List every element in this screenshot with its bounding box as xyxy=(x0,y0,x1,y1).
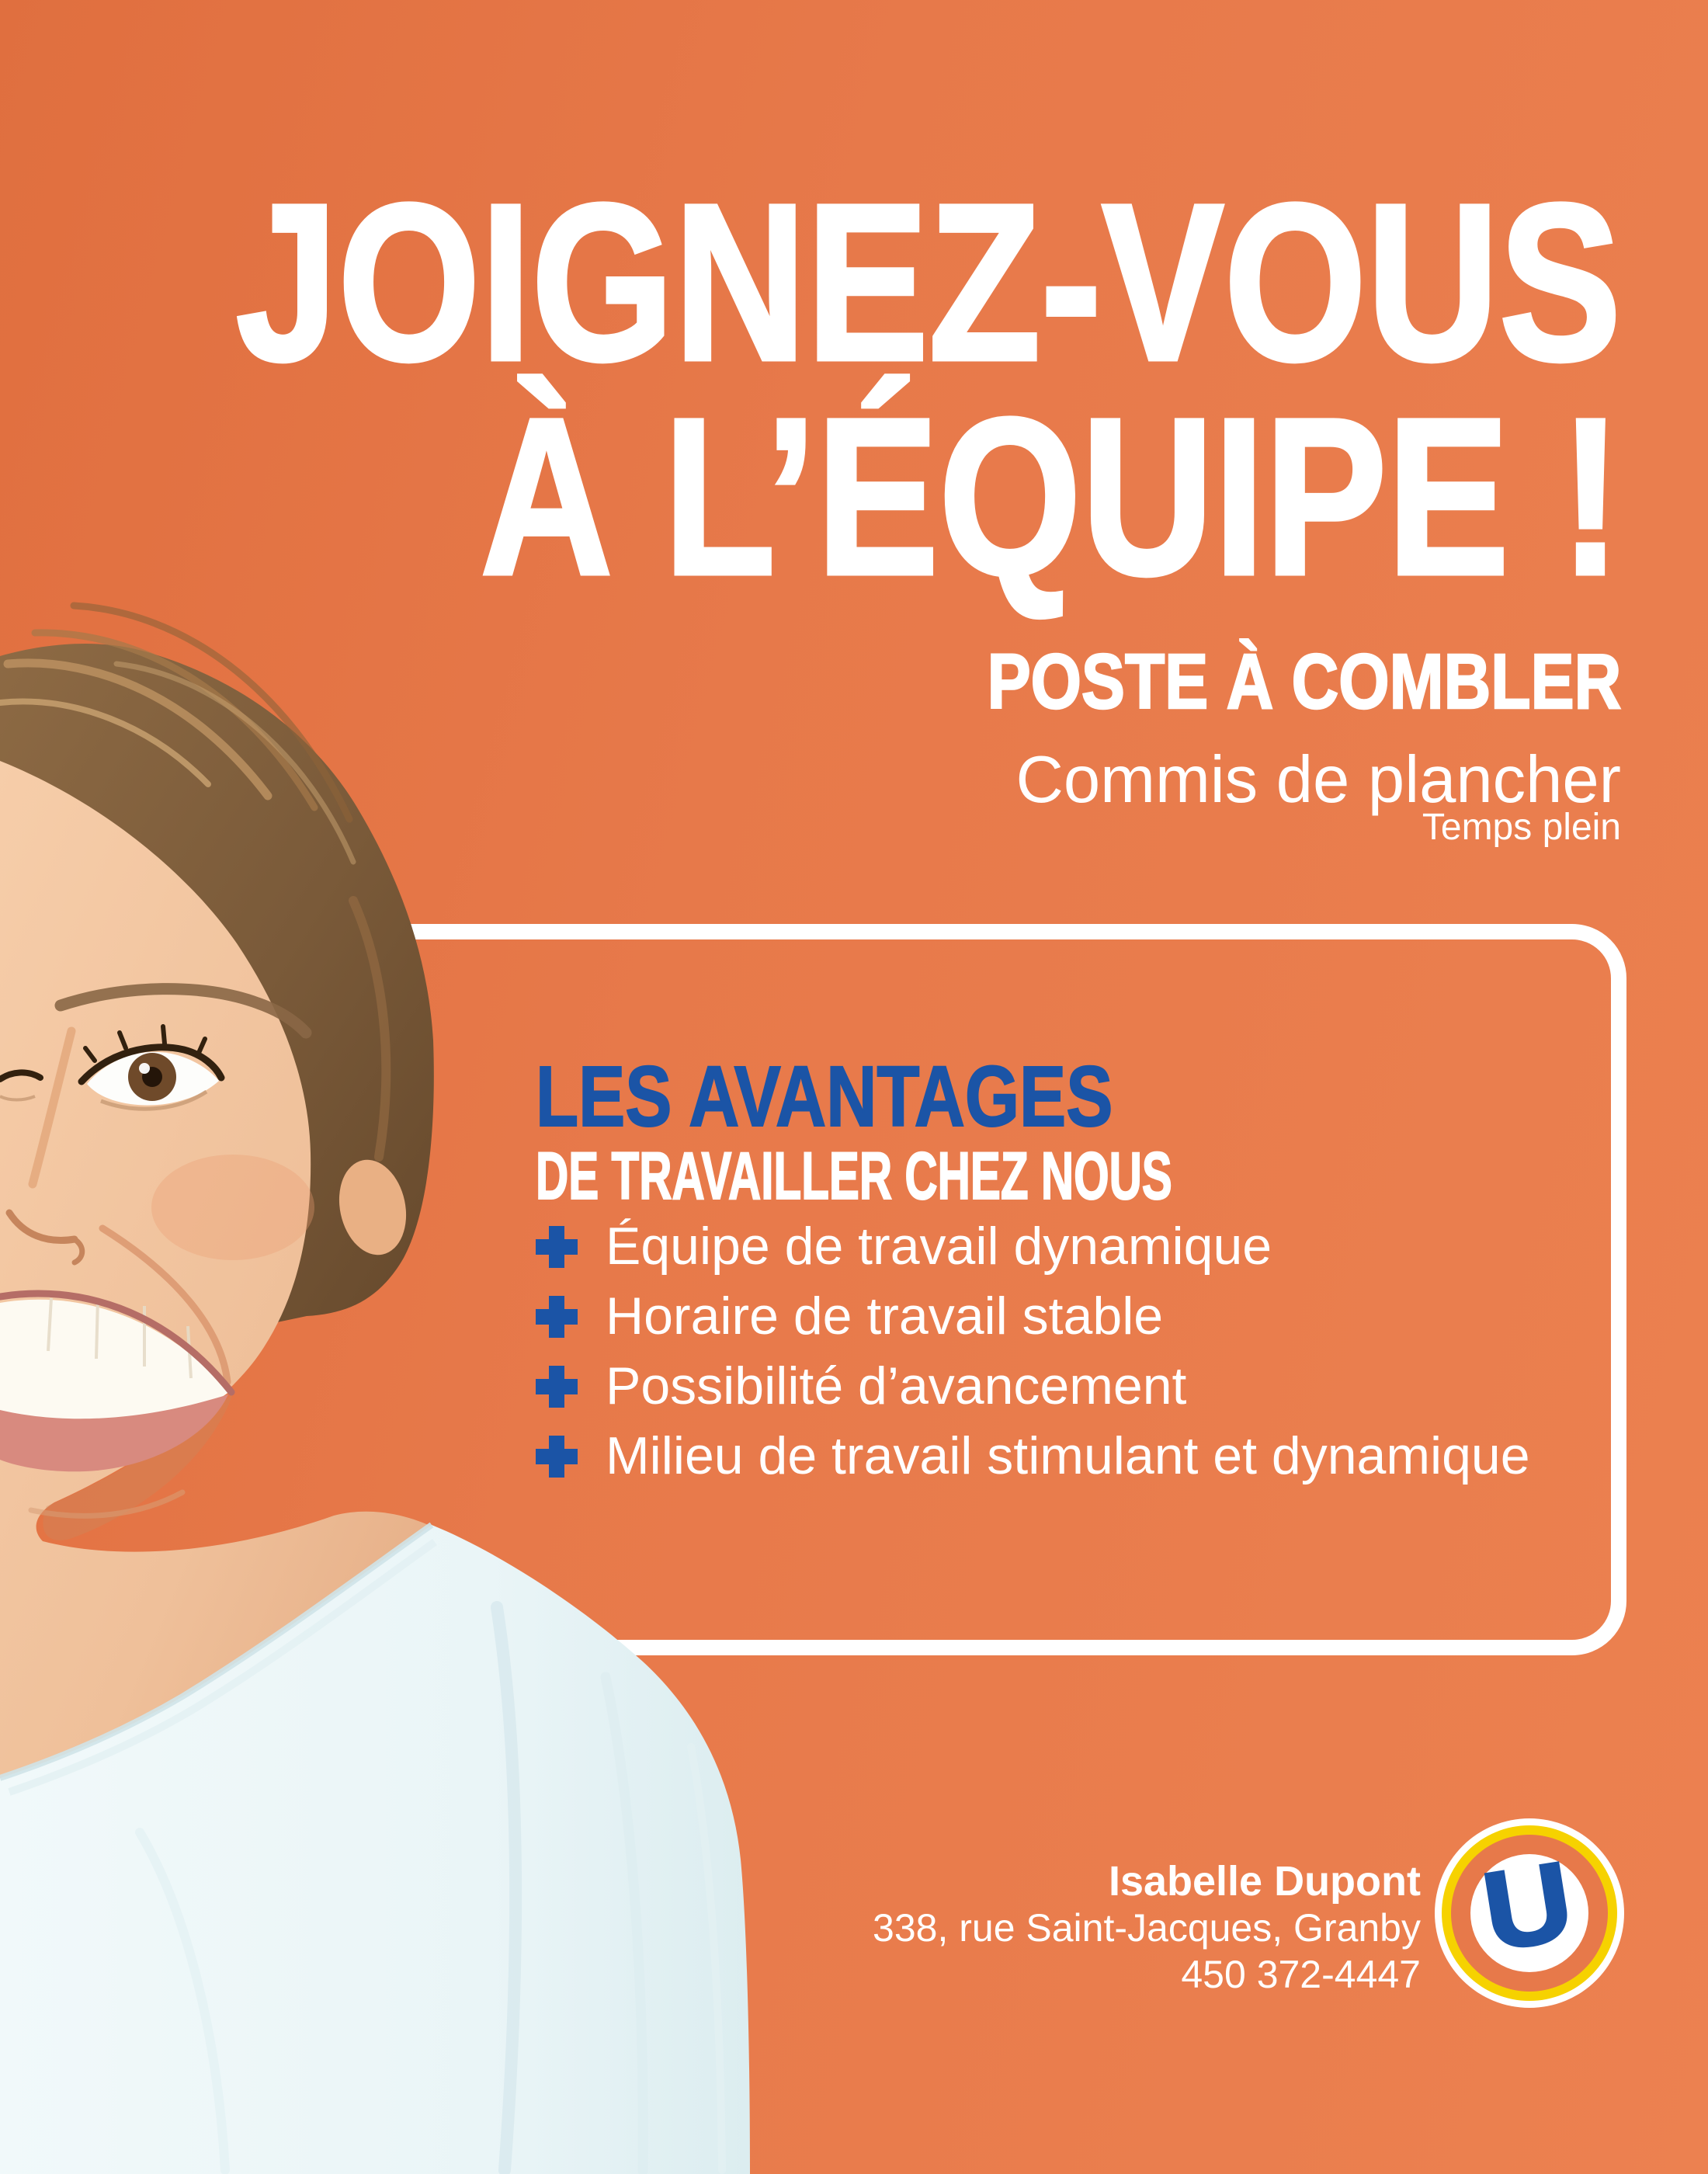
woman-photo xyxy=(0,466,776,2174)
job-schedule: Temps plein xyxy=(1422,807,1621,848)
benefits-subtitle: DE TRAVAILLER CHEZ NOUS xyxy=(536,1139,1172,1214)
contact-name: Isabelle Dupont xyxy=(1108,1858,1421,1905)
job-title: Commis de plancher xyxy=(1015,743,1621,817)
contact-phone: 450 372-4447 xyxy=(1181,1953,1421,1996)
benefit-item: Horaire de travail stable xyxy=(536,1281,1623,1351)
contact-address: 338, rue Saint-Jacques, Granby xyxy=(873,1906,1421,1950)
logo-u-letter: U xyxy=(1474,1838,1581,1975)
position-heading: POSTE À COMBLER xyxy=(987,638,1621,725)
benefits-title: LES AVANTAGES xyxy=(536,1049,1113,1144)
benefit-item: Milieu de travail stimulant et dynamique xyxy=(536,1421,1623,1491)
benefit-item: Possibilité d’avancement xyxy=(536,1351,1623,1421)
brand-logo xyxy=(1435,1818,1624,2008)
headline-line1: JOIGNEZ-VOUS xyxy=(235,158,1621,408)
benefit-item: Équipe de travail dynamique xyxy=(536,1211,1623,1281)
headline-line2: À L’ÉQUIPE ! xyxy=(480,372,1621,622)
